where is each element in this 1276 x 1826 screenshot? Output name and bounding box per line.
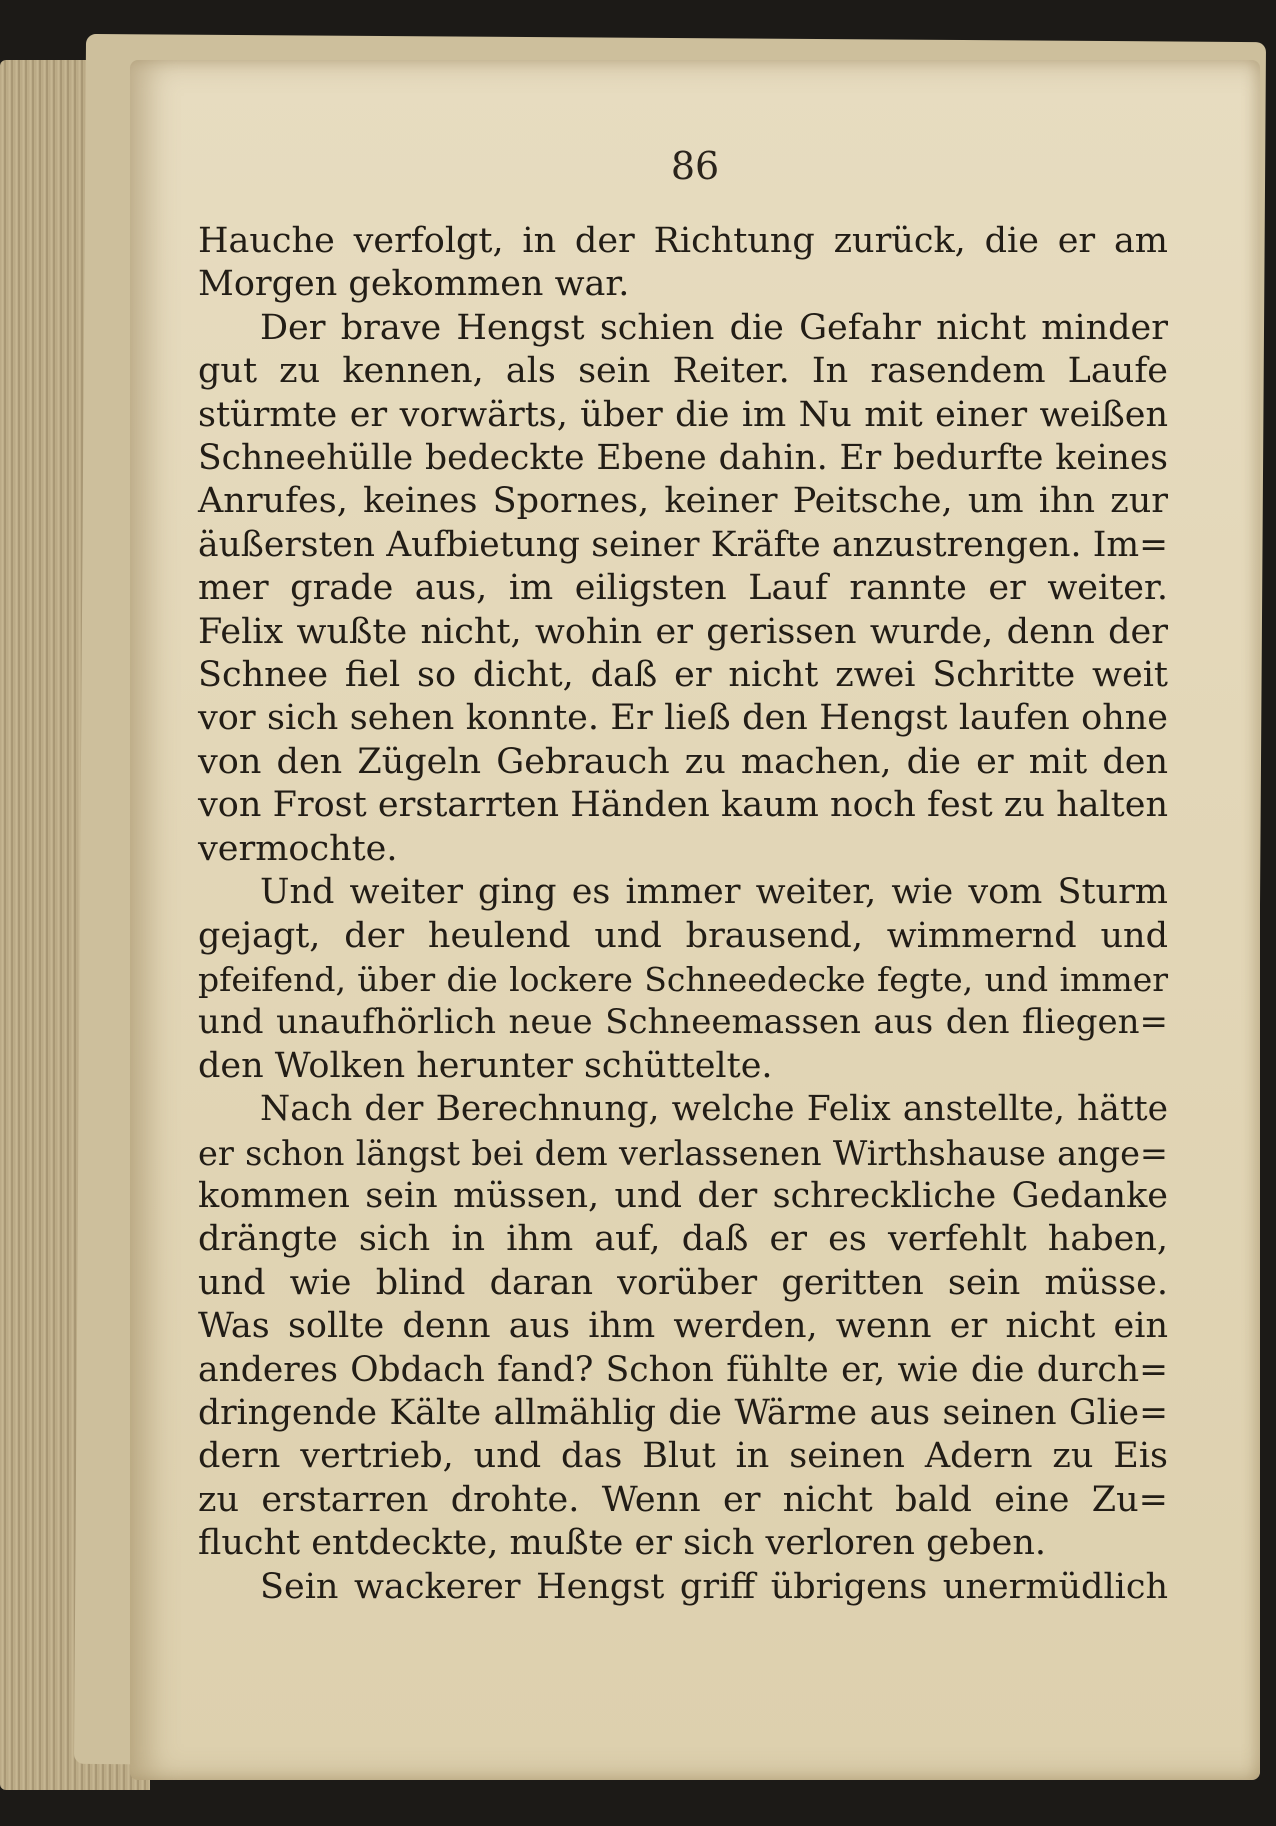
- text-line: Schnee fiel so dicht, daß er nicht zwei Schritte weit: [198, 655, 1168, 696]
- body-text: [198, 220, 1168, 1609]
- page-number: 86: [670, 144, 720, 188]
- text-line: Anrufes, keines Spornes, keiner Peitsche, um ihn zur: [198, 481, 1168, 522]
- text-line: anderes Obdach fand? Schon fühlte er, wie die durch=: [198, 1349, 1168, 1390]
- text-line: er schon längst bei dem verlassenen Wirthshause ange=: [198, 1133, 1168, 1173]
- text-line: gut zu kennen, als sein Reiter. In rasendem Laufe: [198, 351, 1168, 392]
- text-line: vermochte.: [198, 828, 398, 869]
- text-line: und unaufhörlich neue Schneemassen aus den fliegen=: [198, 1002, 1168, 1043]
- text-line: von Frost erstarrten Händen kaum noch fest zu halten: [198, 785, 1168, 826]
- text-line: Und weiter ging es immer weiter, wie vom Sturm: [260, 872, 1168, 913]
- text-line: Schneehülle bedeckte Ebene dahin. Er bedurfte keines: [198, 438, 1168, 479]
- text-line: pfeifend, über die lockere Schneedecke fegte, und immer: [198, 959, 1168, 999]
- text-line: Nach der Berechnung, welche Felix anstellte, hätte: [260, 1089, 1168, 1130]
- book-page: [130, 60, 1260, 1780]
- text-line: kommen sein müssen, und der schreckliche Gedanke: [198, 1175, 1168, 1216]
- text-line: vor sich sehen konnte. Er ließ den Hengst laufen ohne: [198, 698, 1168, 739]
- text-line: Felix wußte nicht, wohin er gerissen wurde, denn der: [198, 611, 1168, 652]
- text-line: Was sollte denn aus ihm werden, wenn er nicht ein: [198, 1306, 1168, 1347]
- text-line: stürmte er vorwärts, über die im Nu mit einer weißen: [198, 394, 1168, 435]
- text-line: äußersten Aufbietung seiner Kräfte anzustrengen. Im=: [198, 524, 1168, 565]
- text-line: Morgen gekommen war.: [198, 264, 630, 305]
- text-line: dringende Kälte allmählig die Wärme aus seinen Glie=: [198, 1392, 1168, 1433]
- text-line: Sein wackerer Hengst griff übrigens unermüdlich: [260, 1566, 1168, 1607]
- text-line: Der brave Hengst schien die Gefahr nicht minder: [260, 307, 1168, 348]
- text-line: von den Zügeln Gebrauch zu machen, die er mit den: [198, 741, 1168, 782]
- text-line: drängte sich in ihm auf, daß er es verfehlt haben,: [198, 1219, 1168, 1260]
- text-line: und wie blind daran vorüber geritten sein müsse.: [198, 1262, 1168, 1303]
- text-line: mer grade aus, im eiligsten Lauf rannte er weiter.: [198, 568, 1168, 609]
- text-line: gejagt, der heulend und brausend, wimmernd und: [198, 915, 1168, 956]
- text-line: dern vertrieb, und das Blut in seinen Adern zu Eis: [198, 1436, 1168, 1477]
- text-line: Hauche verfolgt, in der Richtung zurück, die er am: [198, 221, 1168, 261]
- text-line: zu erstarren drohte. Wenn er nicht bald eine Zu=: [198, 1479, 1168, 1520]
- text-line: flucht entdeckte, mußte er sich verloren geben.: [198, 1523, 1046, 1564]
- text-line: den Wolken herunter schüttelte.: [198, 1045, 773, 1086]
